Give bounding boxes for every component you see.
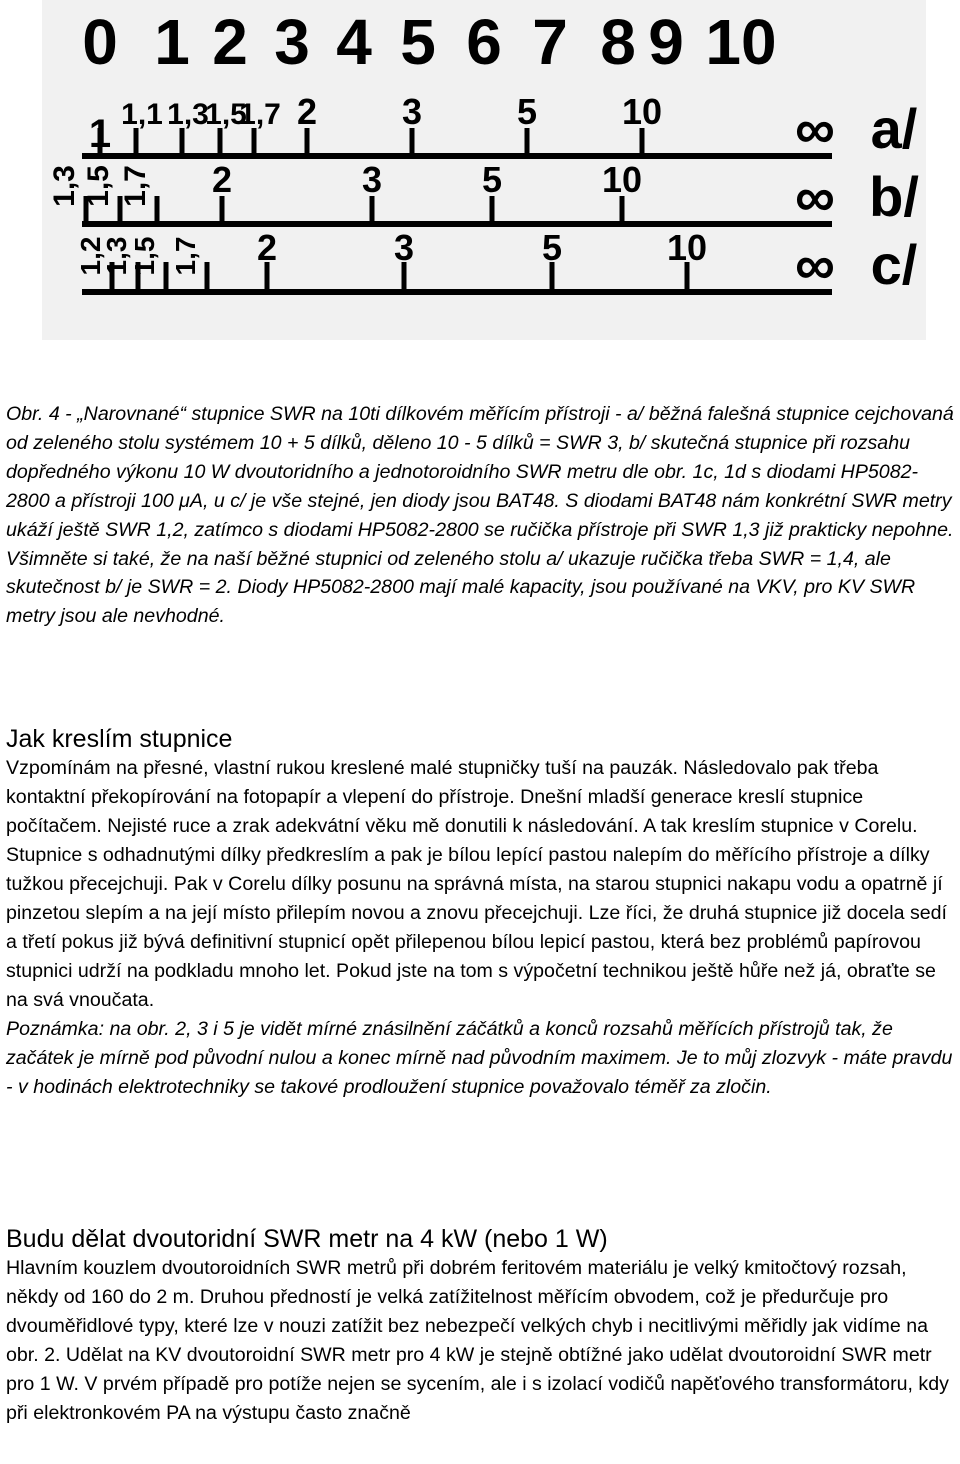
scale-b-label: 1,7 <box>119 165 152 207</box>
scale-b-label: 5 <box>481 159 503 200</box>
top-number: 1 <box>154 6 190 78</box>
caption-prefix: Obr. 4 - <box>6 403 78 425</box>
swr-scales-drawing <box>42 0 926 340</box>
scale-a-letter: a/ <box>870 97 918 160</box>
scale-c-label: 5 <box>541 227 563 268</box>
scale-b-label: 2 <box>211 159 233 200</box>
top-number: 7 <box>532 6 568 78</box>
scale-a-label: 1,5 <box>205 98 247 131</box>
scale-c-label: 1,7 <box>170 236 201 276</box>
scale-b-label: 1,5 <box>82 165 115 207</box>
scale-b-label: 1,3 <box>48 165 81 207</box>
top-number: 6 <box>466 6 502 78</box>
scale-a-label: 10 <box>621 91 663 132</box>
top-number: 8 <box>600 6 636 78</box>
infinity-mark: ∞ <box>795 233 835 296</box>
scale-c-label: 1,5 <box>129 236 160 276</box>
top-number: 10 <box>705 6 777 78</box>
section-body: Hlavním kouzlem dvoutoroidních SWR metrů při dobrém feritovém materiálu je velký kmitočtový rozsah, někdy od 160 do 2 m. Druhou předností je velká zatížitelnost měřícím obvodem, což je předurčuje pro dvouměřidlové typy, které lze v nouzi zatížit bez nebezpečí velkých chyb i necitlivými měřidly jak vidíme na obr. 2. Udělat na KV dvoutoroidní SWR metr pro 4 kW je stejně obtížné jako udělat dvoutoroidní SWR metr pro 1 W. V prvém případě pro potíže nejen se sycením, ale i s izolací vodičů napěťového transformátoru, kdy při elektronkovém PA na výstupu často značně <box>6 1257 949 1424</box>
top-number: 2 <box>212 6 248 78</box>
section-drawing-scales <box>6 724 960 1102</box>
scale-c-label: 10 <box>666 227 708 268</box>
scale-c-label: 1,2 <box>75 236 106 276</box>
scale-a-label: 2 <box>296 91 318 132</box>
caption-text: „Narovnané“ stupnice SWR na 10ti dílkovém měřícím přístroji - a/ běžná falešná stupnice cejchovaná od zeleného stolu systémem 10 + 5 dílků, děleno 10 - 5 dílků = SWR 3, b/ skutečná stupnice při rozsahu dopředného výkonu 10 W dvoutoridního a jednotoroidního SWR metru dle obr. 1c, 1d s diodami HP5082-2800 a přístroji 100 μA, u c/ je vše stejné, jen diody jsou BAT48. S diodami BAT48 nám konkrétní SWR metry ukáží ještě SWR 1,2, zatímco s diodami HP5082-2800 se ručička přístroje při SWR 1,3 již prakticky nepohne. Všimněte si také, že na naší běžné stupnici od zeleného stolu a/ ukazuje ručička třeba SWR = 1,4, ale skutečnost b/ je SWR = 2. Diody HP5082-2800 mají malé kapacity, jsou používané na VKV, pro KV SWR metry jsou ale nevhodné. <box>6 403 954 628</box>
top-number: 3 <box>274 6 310 78</box>
infinity-mark: ∞ <box>795 97 835 160</box>
section-swr-meter <box>6 1224 960 1428</box>
top-number: 0 <box>82 6 118 78</box>
scale-b-label: 3 <box>361 159 383 200</box>
section-heading: Jak kreslím stupnice <box>6 725 233 753</box>
top-number: 9 <box>648 6 684 78</box>
top-number-row <box>82 6 776 78</box>
scale-a-label: 1,7 <box>239 98 281 131</box>
scale-c-label: 2 <box>256 227 278 268</box>
scale-b-label: 10 <box>601 159 643 200</box>
section-note: Poznámka: na obr. 2, 3 i 5 je vidět mírné znásilnění záčátků a konců rozsahů měřících přístrojů tak, že začátek je mírně pod původní nulou a konec mírně nad původním maximem. Je to můj zlozvyk - máte pravdu - v hodinách elektrotechniky se takové prodloužení stupnice považovalo téměř za zločin. <box>6 1018 953 1098</box>
section-body: Vzpomínám na přesné, vlastní rukou kreslené malé stupničky tuší na pauzák. Následovalo pak třeba kontaktní překopírování na fotopapír a vlepení do přístroje. Dnešní mladší generace kreslí stupnice počítačem. Nejisté ruce a zrak adekvátní věku mě donutili k následování. A tak kreslím stupnice v Corelu. Stupnice s odhadnutými dílky předkreslím a pak je bílou lepící pastou nalepím do měřícího přístroje a dílky tužkou přecejchuji. Pak v Corelu dílky posunu na správná místa, na starou stupnici nakapu vodu a opatrně jí pinzetou slepím a na její místo přilepím novou a znovu přecejchuji. Lze říci, že druhá stupnice již docela sedí a třetí pokus již bývá definitivní stupnicí opět přilepenou bílou lepicí pastou, která bez problémů papírovou stupnici udrží na podkladu mnoho let. Pokud jste na tom s výpočetní technikou ještě hůře než já, obraťte se na svá vnoučata. <box>6 757 947 1011</box>
scale-a-label: 5 <box>516 91 538 132</box>
swr-scale-figure <box>42 0 926 340</box>
scale-b-letter: b/ <box>869 165 919 228</box>
scale-a-label: 1,3 <box>167 98 209 131</box>
scale-a-label: 1 <box>88 112 112 156</box>
scale-c <box>75 227 918 296</box>
scale-a <box>82 91 918 160</box>
infinity-mark: ∞ <box>795 165 835 228</box>
section-heading: Budu dělat dvoutoridní SWR metr na 4 kW (nebo 1 W) <box>6 1225 608 1253</box>
scale-c-letter: c/ <box>870 233 918 296</box>
top-number: 4 <box>336 6 372 78</box>
scale-c-label: 3 <box>393 227 415 268</box>
figure-caption <box>6 400 960 631</box>
scale-b <box>48 159 919 228</box>
scale-a-label: 3 <box>401 91 423 132</box>
scale-a-label: 1,1 <box>121 98 163 131</box>
scale-c-label: 1,3 <box>101 236 132 276</box>
top-number: 5 <box>400 6 436 78</box>
